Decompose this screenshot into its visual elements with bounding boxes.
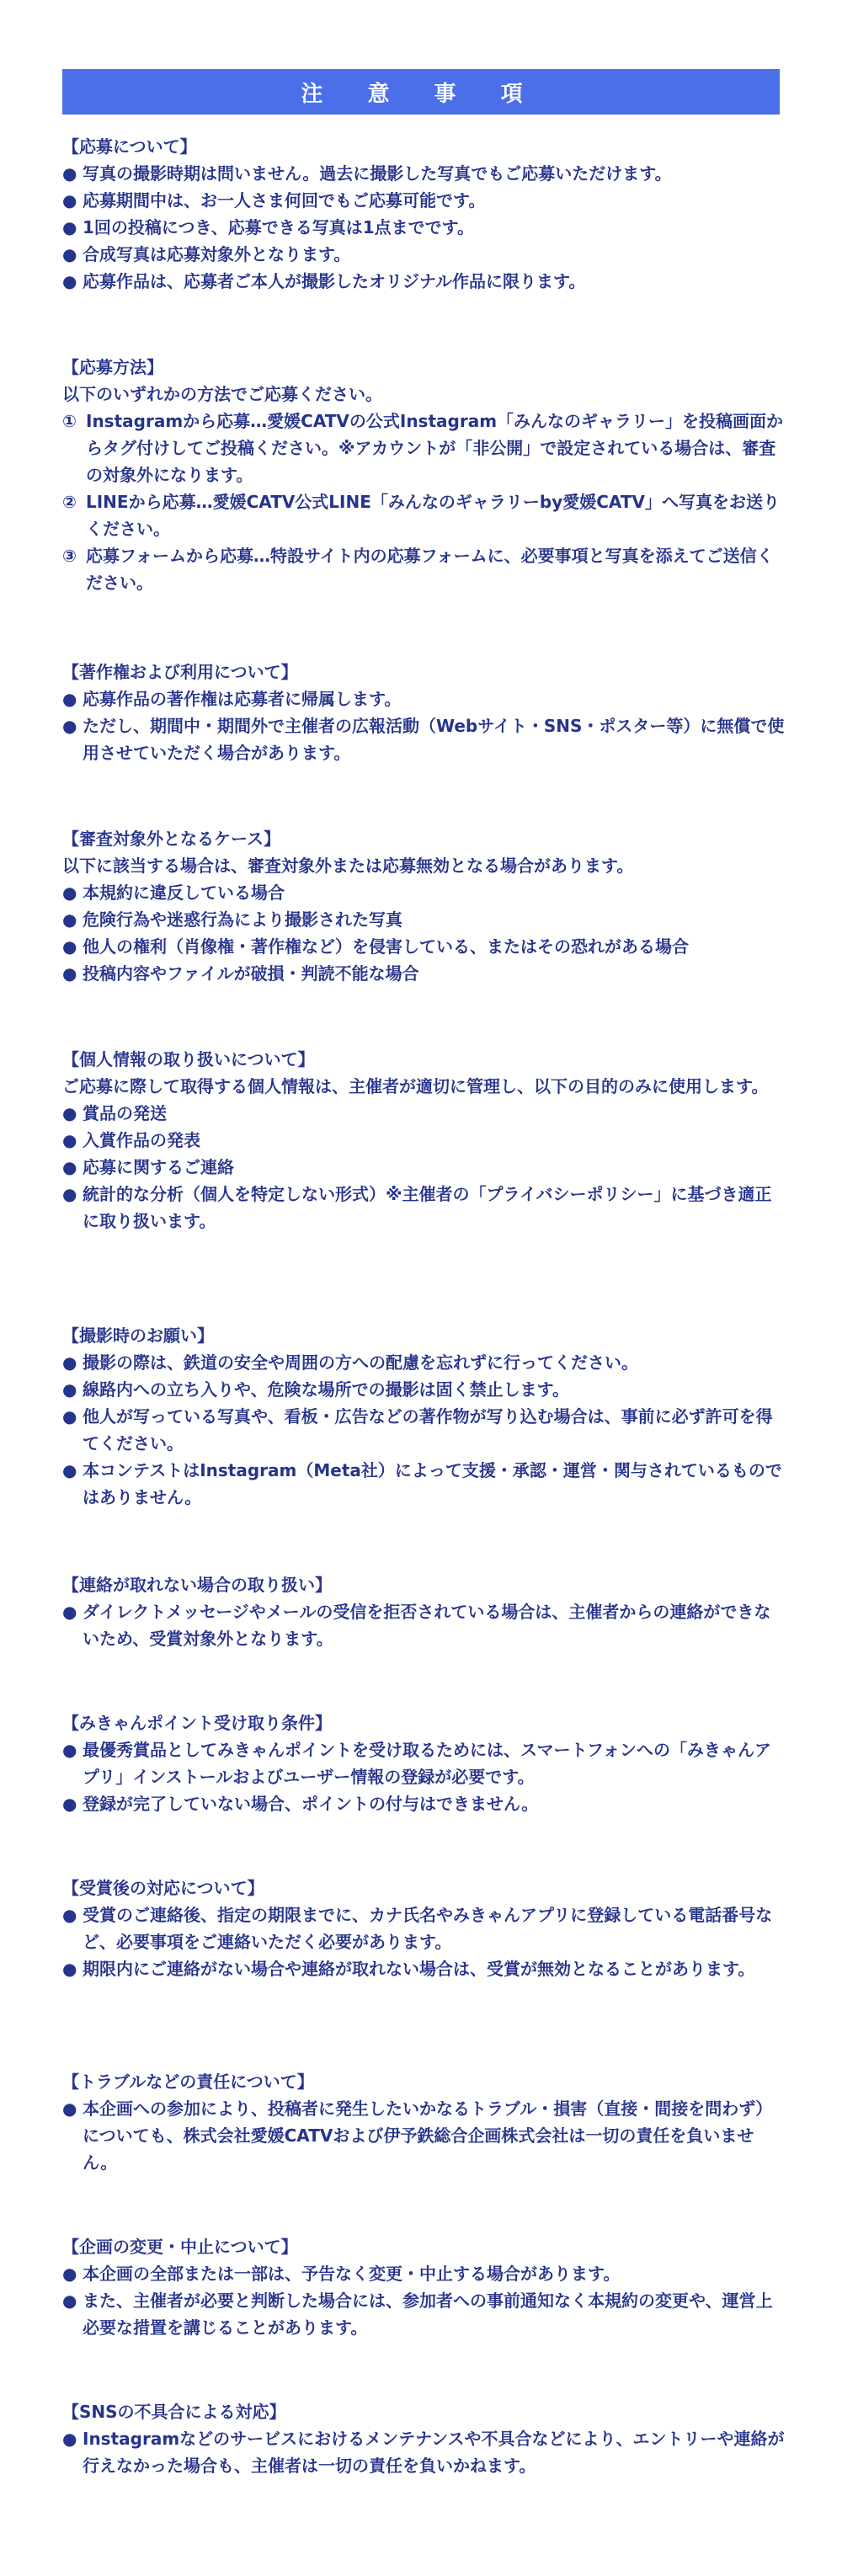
- list-item: [62, 1457, 786, 1511]
- section-sns-issues: [62, 2398, 786, 2479]
- list-item-text: Instagramなどのサービスにおけるメンテナンスや不具合などにより、エントリーや連絡が行えなかった場合も、主催者は一切の責任を負いかねます。: [83, 2429, 785, 2476]
- bullet-icon: ●: [62, 909, 77, 930]
- list-item-text: 応募作品の著作権は応募者に帰属します。: [83, 689, 402, 709]
- numbered-item-text: 応募フォームから応募…特設サイト内の応募フォームに、必要事項と写真を添えてご送信ください。: [86, 546, 774, 593]
- list-item-text: 他人の権利（肖像権・著作権など）を侵害している、またはその恐れがある場合: [83, 936, 689, 957]
- list-item-text: ダイレクトメッセージやメールの受信を拒否されている場合は、主催者からの連絡ができないため、受賞対象外となります。: [83, 1602, 771, 1649]
- section-application: [62, 133, 786, 295]
- list-item: [62, 685, 786, 712]
- section-heading: 【応募について】: [62, 136, 197, 157]
- list-item-text: 受賞のご連絡後、指定の期限までに、カナ氏名やみきゃんアプリに登録している電話番号など、必要事項をご連絡いただく必要があります。: [83, 1905, 773, 1952]
- list-item: [62, 2287, 786, 2341]
- list-item-text: ただし、期間中・期間外で主催者の広報活動（Webサイト・SNS・ポスター等）に無償で使用させていただく場合があります。: [83, 716, 785, 763]
- bullet-icon: ●: [62, 1602, 77, 1622]
- list-item-text: また、主催者が必要と判断した場合には、参加者への事前通知なく本規約の変更や、運営上必要な措置を講じることがあります。: [83, 2291, 773, 2338]
- list-item-text: 応募作品は、応募者ご本人が撮影したオリジナル作品に限ります。: [83, 271, 586, 291]
- list-item: [62, 879, 786, 906]
- list-item: [62, 1955, 786, 1982]
- bullet-icon: ●: [62, 716, 77, 736]
- numbered-item: [62, 488, 786, 542]
- list-item-text: 他人が写っている写真や、看板・広告などの著作物が写り込む場合は、事前に必ず許可を得てください。: [83, 1406, 773, 1453]
- section-after-award: [62, 1875, 786, 1982]
- bullet-icon: ●: [62, 163, 77, 184]
- list-item-text: 本企画の全部または一部は、予告なく変更・中止する場合があります。: [83, 2264, 621, 2284]
- bullet-icon: ●: [62, 1130, 77, 1150]
- list-item: [62, 241, 786, 268]
- section-heading: 【応募方法】: [62, 357, 163, 377]
- list-item: [62, 1736, 786, 1790]
- section-heading: 【企画の変更・中止について】: [62, 2237, 298, 2257]
- list-item-text: 線路内への立ち入りや、危険な場所での撮影は固く禁止します。: [83, 1379, 569, 1400]
- list-item-text: 本企画への参加により、投稿者に発生したいかなるトラブル・損害（直接・間接を問わず）についても、株式会社愛媛CATVおよび伊予鉄総合企画株式会社は一切の責任を負いません。: [83, 2099, 773, 2173]
- list-item: [62, 2095, 786, 2176]
- section-liability: [62, 2068, 786, 2176]
- list-item-text: 応募に関するご連絡: [83, 1157, 234, 1177]
- notice-title-banner: 注 意 事 項: [62, 69, 780, 115]
- list-item: [62, 1100, 786, 1127]
- list-item-text: 入賞作品の発表: [83, 1130, 200, 1150]
- list-item-text: 最優秀賞品としてみきゃんポイントを受け取るためには、スマートフォンへの「みきゃんアプリ」インストールおよびユーザー情報の登録が必要です。: [83, 1740, 771, 1787]
- section-excluded-cases: [62, 825, 786, 987]
- numbered-item-text: Instagramから応募…愛媛CATVの公式Instagram「みんなのギャラリー」を投稿画面からタグ付けしてご投稿ください。※アカウントが「非公開」で設定されている場合は、審査の対象外になります。: [86, 411, 784, 485]
- section-intro: 以下に該当する場合は、審査対象外または応募無効となる場合があります。: [62, 856, 634, 876]
- list-item: [62, 1181, 786, 1235]
- section-copyright: [62, 659, 786, 766]
- list-item: [62, 2260, 786, 2287]
- section-heading: 【受賞後の対応について】: [62, 1878, 264, 1898]
- list-item: [62, 960, 786, 987]
- section-shooting-requests: [62, 1322, 786, 1511]
- list-item-text: 応募期間中は、お一人さま何回でもご応募可能です。: [83, 190, 486, 211]
- list-item-text: 合成写真は応募対象外となります。: [83, 244, 351, 264]
- numbered-item-text: LINEから応募…愛媛CATV公式LINE「みんなのギャラリーby愛媛CATV」へ写真をお送りください。: [86, 492, 780, 539]
- list-item: [62, 1154, 786, 1181]
- bullet-icon: ●: [62, 1406, 77, 1427]
- bullet-icon: ●: [62, 689, 77, 709]
- bullet-icon: ●: [62, 271, 77, 291]
- bullet-icon: ●: [62, 1959, 77, 1979]
- number-marker: ①: [62, 411, 77, 431]
- section-heading: 【個人情報の取り扱いについて】: [62, 1049, 315, 1069]
- section-heading: 【連絡が取れない場合の取り扱い】: [62, 1575, 332, 1595]
- section-heading: 【SNSの不具合による対応】: [62, 2402, 286, 2422]
- list-item: [62, 1349, 786, 1376]
- bullet-icon: ●: [62, 1905, 77, 1925]
- section-intro: ご応募に際して取得する個人情報は、主催者が適切に管理し、以下の目的のみに使用します。: [62, 1076, 769, 1096]
- list-item-text: 本コンテストはInstagram（Meta社）によって支援・承認・運営・関与されているものではありません。: [83, 1460, 782, 1507]
- bullet-icon: ●: [62, 1460, 77, 1480]
- list-item-text: 写真の撮影時期は問いません。過去に撮影した写真でもご応募いただけます。: [83, 163, 672, 184]
- bullet-icon: ●: [62, 2291, 77, 2311]
- list-item-text: 1回の投稿につき、応募できる写真は1点までです。: [83, 217, 475, 237]
- list-item: [62, 2425, 786, 2479]
- bullet-icon: ●: [62, 1184, 77, 1204]
- list-item: [62, 933, 786, 960]
- section-how-to-apply: [62, 354, 786, 596]
- list-item-text: 投稿内容やファイルが破損・判読不能な場合: [83, 963, 419, 984]
- bullet-icon: ●: [62, 963, 77, 984]
- numbered-item: [62, 542, 786, 596]
- bullet-icon: ●: [62, 217, 77, 237]
- section-mikyan-points: [62, 1709, 786, 1817]
- section-personal-info: [62, 1046, 786, 1235]
- bullet-icon: ●: [62, 1103, 77, 1123]
- list-item: [62, 1127, 786, 1154]
- section-unreachable: [62, 1571, 786, 1652]
- list-item: [62, 712, 786, 766]
- number-marker: ②: [62, 492, 77, 512]
- list-item: [62, 906, 786, 933]
- number-marker: ③: [62, 546, 77, 566]
- list-item-text: 期限内にご連絡がない場合や連絡が取れない場合は、受賞が無効となることがあります。: [83, 1959, 755, 1979]
- bullet-icon: ●: [62, 1352, 77, 1373]
- bullet-icon: ●: [62, 2099, 77, 2119]
- list-item: [62, 1901, 786, 1955]
- numbered-item: [62, 408, 786, 488]
- section-heading: 【みきゃんポイント受け取り条件】: [62, 1713, 332, 1733]
- bullet-icon: ●: [62, 2429, 77, 2449]
- list-item: [62, 268, 786, 295]
- list-item-text: 登録が完了していない場合、ポイントの付与はできません。: [83, 1794, 539, 1814]
- list-item: [62, 1376, 786, 1403]
- bullet-icon: ●: [62, 2264, 77, 2284]
- section-heading: 【撮影時のお願い】: [62, 1325, 214, 1346]
- list-item: [62, 1598, 786, 1652]
- bullet-icon: ●: [62, 936, 77, 957]
- bullet-icon: ●: [62, 1794, 77, 1814]
- section-changes: [62, 2233, 786, 2341]
- section-intro: 以下のいずれかの方法でご応募ください。: [62, 384, 382, 404]
- section-heading: 【著作権および利用について】: [62, 662, 298, 682]
- bullet-icon: ●: [62, 1740, 77, 1760]
- section-heading: 【トラブルなどの責任について】: [62, 2072, 314, 2092]
- bullet-icon: ●: [62, 190, 77, 211]
- bullet-icon: ●: [62, 883, 77, 903]
- section-heading: 【審査対象外となるケース】: [62, 829, 280, 849]
- bullet-icon: ●: [62, 1157, 77, 1177]
- bullet-icon: ●: [62, 244, 77, 264]
- list-item: [62, 160, 786, 187]
- list-item: [62, 1403, 786, 1457]
- list-item-text: 統計的な分析（個人を特定しない形式）※主催者の「プライバシーポリシー」に基づき適正に取り扱います。: [83, 1184, 772, 1231]
- list-item-text: 危険行為や迷惑行為により撮影された写真: [83, 909, 402, 930]
- list-item-text: 本規約に違反している場合: [83, 883, 285, 903]
- list-item: [62, 214, 786, 241]
- bullet-icon: ●: [62, 1379, 77, 1400]
- list-item: [62, 187, 786, 214]
- list-item: [62, 1790, 786, 1817]
- list-item-text: 撮影の際は、鉄道の安全や周囲の方への配慮を忘れずに行ってください。: [83, 1352, 638, 1373]
- list-item-text: 賞品の発送: [83, 1103, 167, 1123]
